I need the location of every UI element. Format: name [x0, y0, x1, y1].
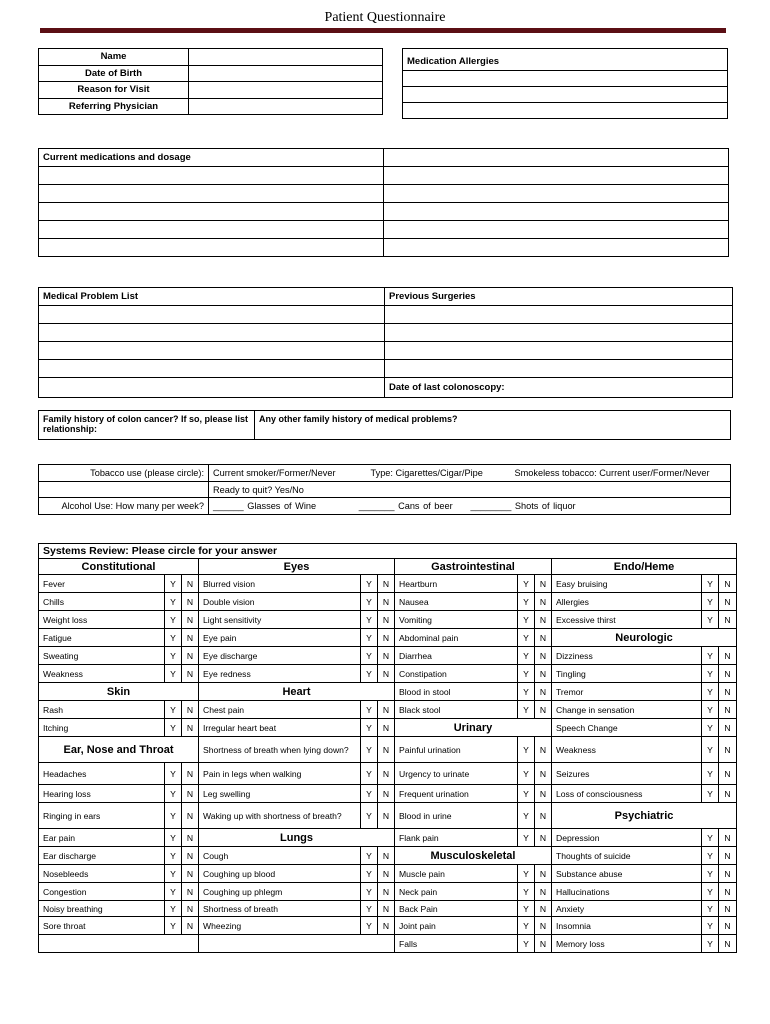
no-option[interactable]: N — [378, 737, 395, 763]
problem-line[interactable] — [39, 342, 385, 360]
no-option[interactable]: N — [535, 701, 552, 719]
no-option[interactable]: N — [719, 683, 737, 701]
medication-line[interactable] — [384, 185, 729, 203]
no-option[interactable]: N — [535, 575, 552, 593]
no-option[interactable]: N — [719, 829, 737, 847]
yes-option[interactable]: Y — [361, 611, 378, 629]
other-family-history-label: Any other family history of medical problems? — [255, 411, 731, 440]
symptom-label: Diarrhea — [395, 647, 518, 665]
symptom-label: Muscle pain — [395, 865, 518, 883]
symptom-label: Change in sensation — [552, 701, 702, 719]
symptom-label: Weight loss — [39, 611, 165, 629]
symptom-label: Allergies — [552, 593, 702, 611]
yes-option[interactable]: Y — [361, 593, 378, 611]
no-option[interactable]: N — [535, 763, 552, 785]
no-option[interactable]: N — [378, 803, 395, 829]
symptom-label: Leg swelling — [199, 785, 361, 803]
section-heading: Eyes — [199, 559, 395, 575]
no-option[interactable]: N — [378, 847, 395, 865]
symptom-label: Easy bruising — [552, 575, 702, 593]
symptom-label: Eye pain — [199, 629, 361, 647]
symptom-label: Congestion — [39, 883, 165, 901]
physician-field[interactable] — [189, 98, 383, 115]
yes-option[interactable]: Y — [518, 883, 535, 901]
yes-option[interactable]: Y — [702, 611, 719, 629]
no-option[interactable]: N — [719, 647, 737, 665]
surgery-line[interactable] — [385, 342, 733, 360]
symptom-label: Sweating — [39, 647, 165, 665]
yes-option[interactable]: Y — [518, 701, 535, 719]
no-option[interactable]: N — [378, 611, 395, 629]
yes-option[interactable]: Y — [518, 763, 535, 785]
section-heading: Heart — [199, 683, 395, 701]
yes-option[interactable]: Y — [702, 665, 719, 683]
symptom-label: Light sensitivity — [199, 611, 361, 629]
no-option[interactable]: N — [182, 763, 199, 785]
symptom-label: Thoughts of suicide — [552, 847, 702, 865]
symptom-label: Tingling — [552, 665, 702, 683]
symptom-label: Irregular heart beat — [199, 719, 361, 737]
yes-option[interactable]: Y — [361, 847, 378, 865]
symptom-label: Joint pain — [395, 917, 518, 935]
no-option[interactable]: N — [719, 785, 737, 803]
symptom-label: Vomiting — [395, 611, 518, 629]
surgery-line[interactable] — [385, 360, 733, 378]
symptom-label: Hallucinations — [552, 883, 702, 901]
no-option[interactable]: N — [535, 829, 552, 847]
yes-option[interactable]: Y — [361, 763, 378, 785]
no-option[interactable]: N — [378, 719, 395, 737]
yes-option[interactable]: Y — [518, 829, 535, 847]
medication-line[interactable] — [384, 221, 729, 239]
symptom-label: Heartburn — [395, 575, 518, 593]
yes-option[interactable]: Y — [518, 785, 535, 803]
social-history-table — [38, 464, 731, 515]
symptom-label: Coughing up phlegm — [199, 883, 361, 901]
medication-line[interactable] — [384, 167, 729, 185]
name-label: Name — [39, 49, 189, 66]
yes-option[interactable]: Y — [165, 847, 182, 865]
yes-option[interactable]: Y — [518, 683, 535, 701]
symptom-label: Insomnia — [552, 917, 702, 935]
alcohol-label: Alcohol Use: How many per week? — [39, 498, 209, 515]
yes-option[interactable]: Y — [702, 737, 719, 763]
yes-option[interactable]: Y — [361, 917, 378, 935]
symptom-label: Neck pain — [395, 883, 518, 901]
symptom-label: Blood in urine — [395, 803, 518, 829]
symptom-label: Loss of consciousness — [552, 785, 702, 803]
symptom-label: Ear discharge — [39, 847, 165, 865]
yes-option[interactable]: Y — [165, 829, 182, 847]
no-option[interactable]: N — [535, 901, 552, 917]
yes-option[interactable]: Y — [165, 883, 182, 901]
symptom-label: Seizures — [552, 763, 702, 785]
no-option[interactable]: N — [719, 593, 737, 611]
problem-line[interactable] — [39, 306, 385, 324]
beer-field[interactable]: _______ Cans of beer — [358, 501, 453, 511]
no-option[interactable]: N — [535, 647, 552, 665]
yes-option[interactable]: Y — [165, 719, 182, 737]
no-option[interactable]: N — [182, 611, 199, 629]
section-heading: Ear, Nose and Throat — [39, 737, 199, 763]
yes-option[interactable]: Y — [165, 917, 182, 935]
yes-option[interactable]: Y — [702, 883, 719, 901]
symptom-label: Ringing in ears — [39, 803, 165, 829]
wine-field[interactable]: ______ Glasses of Wine — [213, 501, 317, 511]
no-option[interactable]: N — [182, 883, 199, 901]
no-option[interactable]: N — [719, 737, 737, 763]
section-heading: Urinary — [395, 719, 552, 737]
section-heading: Endo/Heme — [552, 559, 737, 575]
family-history-table — [38, 410, 731, 440]
no-option[interactable]: N — [378, 865, 395, 883]
no-option[interactable]: N — [182, 629, 199, 647]
symptom-label: Shortness of breath — [199, 901, 361, 917]
yes-option[interactable]: Y — [361, 701, 378, 719]
symptom-label: Nosebleeds — [39, 865, 165, 883]
yes-option[interactable]: Y — [702, 593, 719, 611]
yes-option[interactable]: Y — [165, 593, 182, 611]
systems-review-table — [38, 543, 737, 953]
medication-line[interactable] — [39, 185, 384, 203]
no-option[interactable]: N — [378, 593, 395, 611]
problem-list-label: Medical Problem List — [39, 288, 385, 306]
symptom-label: Itching — [39, 719, 165, 737]
symptom-label: Fatigue — [39, 629, 165, 647]
symptom-label: Headaches — [39, 763, 165, 785]
symptom-label: Weakness — [552, 737, 702, 763]
tobacco-type-options[interactable]: Type: Cigarettes/Cigar/Pipe — [367, 465, 511, 482]
yes-option[interactable]: Y — [518, 737, 535, 763]
yes-option[interactable]: Y — [518, 611, 535, 629]
no-option[interactable]: N — [182, 785, 199, 803]
symptom-label: Urgency to urinate — [395, 763, 518, 785]
no-option[interactable]: N — [182, 593, 199, 611]
no-option[interactable]: N — [719, 883, 737, 901]
no-option[interactable]: N — [719, 865, 737, 883]
symptom-label: Blood in stool — [395, 683, 518, 701]
symptom-label: Chest pain — [199, 701, 361, 719]
no-option[interactable]: N — [182, 647, 199, 665]
yes-option[interactable]: Y — [702, 865, 719, 883]
no-option[interactable]: N — [378, 763, 395, 785]
no-option[interactable]: N — [182, 719, 199, 737]
symptom-label: Black stool — [395, 701, 518, 719]
symptom-label: Eye discharge — [199, 647, 361, 665]
allergies-line[interactable] — [403, 103, 728, 119]
no-option[interactable]: N — [535, 935, 552, 953]
symptom-label: Eye redness — [199, 665, 361, 683]
symptom-label: Rash — [39, 701, 165, 719]
yes-option[interactable]: Y — [702, 917, 719, 935]
no-option[interactable]: N — [535, 865, 552, 883]
no-option[interactable]: N — [719, 917, 737, 935]
medication-line[interactable] — [384, 239, 729, 257]
symptom-label: Back Pain — [395, 901, 518, 917]
no-option[interactable]: N — [719, 935, 737, 953]
symptom-label: Chills — [39, 593, 165, 611]
no-option[interactable]: N — [378, 917, 395, 935]
no-option[interactable]: N — [182, 665, 199, 683]
section-heading: Musculoskeletal — [395, 847, 552, 865]
symptom-label: Noisy breathing — [39, 901, 165, 917]
yes-option[interactable]: Y — [518, 935, 535, 953]
reason-label: Reason for Visit — [39, 82, 189, 99]
dob-label: Date of Birth — [39, 65, 189, 82]
yes-option[interactable]: Y — [165, 803, 182, 829]
allergies-line[interactable] — [403, 71, 728, 87]
no-option[interactable]: N — [182, 917, 199, 935]
no-option[interactable]: N — [535, 803, 552, 829]
symptom-label: Nausea — [395, 593, 518, 611]
symptom-label: Substance abuse — [552, 865, 702, 883]
medication-line[interactable] — [39, 167, 384, 185]
no-option[interactable]: N — [719, 847, 737, 865]
symptom-label: Abdominal pain — [395, 629, 518, 647]
no-option[interactable]: N — [182, 701, 199, 719]
page-title: Patient Questionnaire — [324, 10, 446, 25]
symptom-label: Dizziness — [552, 647, 702, 665]
no-option[interactable]: N — [182, 575, 199, 593]
symptom-label: Wheezing — [199, 917, 361, 935]
symptom-label: Constipation — [395, 665, 518, 683]
yes-option[interactable]: Y — [361, 883, 378, 901]
surgeries-label: Previous Surgeries — [385, 288, 733, 306]
yes-option[interactable]: Y — [165, 785, 182, 803]
no-option[interactable]: N — [535, 683, 552, 701]
yes-option[interactable]: Y — [702, 683, 719, 701]
symptom-label: Ear pain — [39, 829, 165, 847]
yes-option[interactable]: Y — [361, 629, 378, 647]
demographics-table — [38, 48, 383, 115]
yes-option[interactable]: Y — [165, 901, 182, 917]
reason-field[interactable] — [189, 82, 383, 99]
surgery-line[interactable] — [385, 324, 733, 342]
symptom-label: Waking up with shortness of breath? — [199, 803, 361, 829]
symptom-label: Shortness of breath when lying down? — [199, 737, 361, 763]
no-option[interactable]: N — [378, 901, 395, 917]
yes-option[interactable]: Y — [361, 575, 378, 593]
symptom-label: Pain in legs when walking — [199, 763, 361, 785]
yes-option[interactable]: Y — [165, 865, 182, 883]
no-option[interactable]: N — [719, 665, 737, 683]
yes-option[interactable]: Y — [518, 901, 535, 917]
symptom-label: Flank pain — [395, 829, 518, 847]
section-heading: Constitutional — [39, 559, 199, 575]
medication-line[interactable] — [39, 221, 384, 239]
problem-line[interactable] — [39, 324, 385, 342]
yes-option[interactable]: Y — [518, 647, 535, 665]
symptom-label: Painful urination — [395, 737, 518, 763]
symptom-label: Memory loss — [552, 935, 702, 953]
medication-line[interactable] — [384, 203, 729, 221]
yes-option[interactable]: Y — [165, 575, 182, 593]
yes-option[interactable]: Y — [165, 701, 182, 719]
symptom-label: Coughing up blood — [199, 865, 361, 883]
no-option[interactable]: N — [535, 665, 552, 683]
no-option[interactable]: N — [719, 901, 737, 917]
no-option[interactable]: N — [182, 803, 199, 829]
yes-option[interactable]: Y — [518, 629, 535, 647]
title-rule — [40, 28, 726, 33]
systems-review-header: Systems Review: Please circle for your answer — [39, 544, 737, 559]
problem-line[interactable] — [39, 378, 385, 398]
no-option[interactable]: N — [182, 865, 199, 883]
no-option[interactable]: N — [535, 883, 552, 901]
no-option[interactable]: N — [378, 665, 395, 683]
no-option[interactable]: N — [182, 901, 199, 917]
medications-table — [38, 148, 729, 257]
yes-option[interactable]: Y — [702, 719, 719, 737]
no-option[interactable]: N — [378, 883, 395, 901]
medication-line[interactable] — [39, 239, 384, 257]
tobacco-label: Tobacco use (please circle): — [39, 465, 209, 482]
allergies-table — [402, 48, 728, 119]
no-option[interactable]: N — [378, 647, 395, 665]
yes-option[interactable]: Y — [702, 647, 719, 665]
surgery-line[interactable] — [385, 306, 733, 324]
yes-option[interactable]: Y — [165, 647, 182, 665]
symptom-label: Speech Change — [552, 719, 702, 737]
symptom-label: Blurred vision — [199, 575, 361, 593]
yes-option[interactable]: Y — [361, 803, 378, 829]
symptom-label: Tremor — [552, 683, 702, 701]
no-option[interactable]: N — [378, 629, 395, 647]
smokeless-tobacco-options[interactable]: Smokeless tobacco: Current user/Former/Never — [511, 465, 731, 482]
problems-table — [38, 287, 733, 398]
yes-option[interactable]: Y — [518, 865, 535, 883]
yes-option[interactable]: Y — [361, 665, 378, 683]
section-heading: Psychiatric — [552, 803, 737, 829]
yes-option[interactable]: Y — [361, 719, 378, 737]
yes-option[interactable]: Y — [165, 629, 182, 647]
yes-option[interactable]: Y — [518, 917, 535, 935]
yes-option[interactable]: Y — [361, 647, 378, 665]
symptom-label: Sore throat — [39, 917, 165, 935]
no-option[interactable]: N — [719, 763, 737, 785]
symptom-label: Double vision — [199, 593, 361, 611]
liquor-field[interactable]: ________ Shots of liquor — [470, 501, 576, 511]
medication-line[interactable] — [384, 149, 729, 167]
symptom-label: Cough — [199, 847, 361, 865]
empty-cell — [199, 935, 395, 953]
no-option[interactable]: N — [535, 737, 552, 763]
colon-cancer-history-label: Family history of colon cancer? If so, please list relationship: — [39, 411, 255, 440]
no-option[interactable]: N — [182, 847, 199, 865]
section-heading: Neurologic — [552, 629, 737, 647]
yes-option[interactable]: Y — [518, 665, 535, 683]
symptom-label: Excessive thirst — [552, 611, 702, 629]
symptom-label: Anxiety — [552, 901, 702, 917]
dob-field[interactable] — [189, 65, 383, 82]
no-option[interactable]: N — [719, 575, 737, 593]
no-option[interactable]: N — [182, 829, 199, 847]
section-heading: Gastrointestinal — [395, 559, 552, 575]
no-option[interactable]: N — [719, 611, 737, 629]
yes-option[interactable]: Y — [702, 785, 719, 803]
yes-option[interactable]: Y — [165, 665, 182, 683]
empty-cell — [39, 935, 199, 953]
yes-option[interactable]: Y — [361, 865, 378, 883]
no-option[interactable]: N — [535, 593, 552, 611]
no-option[interactable]: N — [378, 575, 395, 593]
symptom-label: Falls — [395, 935, 518, 953]
colonoscopy-label: Date of last colonoscopy: — [385, 378, 733, 398]
yes-option[interactable]: Y — [702, 763, 719, 785]
yes-option[interactable]: Y — [702, 901, 719, 917]
problem-line[interactable] — [39, 360, 385, 378]
yes-option[interactable]: Y — [518, 593, 535, 611]
yes-option[interactable]: Y — [165, 611, 182, 629]
symptom-label: Frequent urination — [395, 785, 518, 803]
allergies-label: Medication Allergies — [403, 49, 728, 71]
section-heading: Skin — [39, 683, 199, 701]
physician-label: Referring Physician — [39, 98, 189, 115]
no-option[interactable]: N — [535, 785, 552, 803]
no-option[interactable]: N — [535, 917, 552, 935]
symptom-label: Depression — [552, 829, 702, 847]
medication-line[interactable] — [39, 203, 384, 221]
yes-option[interactable]: Y — [165, 763, 182, 785]
allergies-line[interactable] — [403, 87, 728, 103]
yes-option[interactable]: Y — [702, 847, 719, 865]
yes-option[interactable]: Y — [361, 901, 378, 917]
yes-option[interactable]: Y — [361, 785, 378, 803]
yes-option[interactable]: Y — [702, 829, 719, 847]
yes-option[interactable]: Y — [702, 935, 719, 953]
medications-label: Current medications and dosage — [39, 149, 384, 167]
no-option[interactable]: N — [535, 611, 552, 629]
no-option[interactable]: N — [535, 629, 552, 647]
symptom-label: Weakness — [39, 665, 165, 683]
yes-option[interactable]: Y — [702, 575, 719, 593]
yes-option[interactable]: Y — [361, 737, 378, 763]
symptom-label: Fever — [39, 575, 165, 593]
yes-option[interactable]: Y — [702, 701, 719, 719]
section-heading: Lungs — [199, 829, 395, 847]
tobacco-status-options[interactable]: Current smoker/Former/Never — [209, 465, 367, 482]
no-option[interactable]: N — [378, 785, 395, 803]
yes-option[interactable]: Y — [518, 803, 535, 829]
symptom-label: Hearing loss — [39, 785, 165, 803]
no-option[interactable]: N — [719, 719, 737, 737]
yes-option[interactable]: Y — [518, 575, 535, 593]
no-option[interactable]: N — [378, 701, 395, 719]
ready-to-quit-options[interactable]: Ready to quit? Yes/No — [209, 482, 731, 498]
no-option[interactable]: N — [719, 701, 737, 719]
name-field[interactable] — [189, 49, 383, 66]
